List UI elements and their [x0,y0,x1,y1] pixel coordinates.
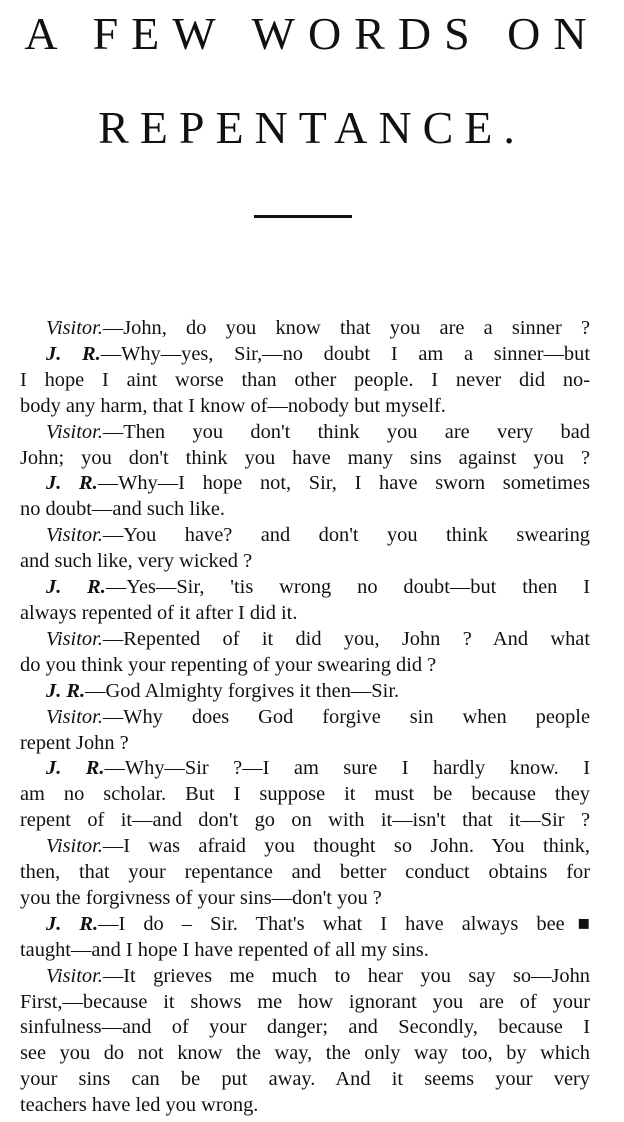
line-text: —Why—I hope not, Sir, I have sworn sometimes [97,472,590,495]
dialogue-line [20,964,590,990]
line-text: —Why—Sir ?—I am sure I hardly know. I [104,757,590,780]
line-text: —I do – Sir. That's what I have always bee■ [98,912,590,935]
dialogue-line [20,627,590,653]
dialogue-line [20,575,590,601]
dialogue-line: body any harm, that I know of—nobody but myself. [20,394,446,417]
dialogue-line: am no scholar. But I suppose it must be because they [20,783,590,806]
dialogue-line: I hope I aint worse than other people. I never did no- [20,368,590,391]
line-text: —God Almighty forgives it then—Sir. [85,679,400,702]
line-text: —Then you don't think you are very bad [102,420,590,443]
line-text: —It grieves me much to hear you say so—John [102,964,590,987]
dialogue-line [20,342,590,368]
dialogue-line [20,834,590,860]
line-text: —I was afraid you thought so John. You think, [102,835,590,858]
speaker-label: J. R. [46,912,99,935]
dialogue-line: always repented of it after I did it. [20,601,298,624]
dialogue-line: taught—and I hope I have repented of all my sins. [20,938,429,961]
line-text: —Why does God forgive sin when people [102,705,590,728]
dialogue-line: you the forgivness of your sins—don't you ? [20,886,382,909]
speaker-label: J. R. [46,472,98,495]
dialogue-line [20,756,590,782]
speaker-label: Visitor. [46,627,103,650]
line-text: —Repented of it did you, John ? And what [102,627,590,650]
speaker-label: Visitor. [46,524,103,547]
dialogue-line: First,—because it shows me how ignorant you are of your [20,990,590,1013]
speaker-label: Visitor. [46,705,103,728]
speaker-label: Visitor. [46,317,103,339]
speaker-label: J. R. [46,576,106,599]
line-text: —Why—yes, Sir,—no doubt I am a sinner—but [100,342,590,365]
dialogue-line: do you think your repenting of your swearing did ? [20,653,437,676]
dialogue-line: sinfulness—and of your danger; and Secondly, because I [20,1016,590,1039]
speaker-label: J. R. [46,757,105,780]
speaker-label: Visitor. [46,420,103,443]
dialogue-line [20,420,590,446]
dialogue-line: repent John ? [20,731,129,754]
speaker-label: J. R. [46,342,101,365]
dialogue-line: teachers have led you wrong. [20,1094,259,1117]
dialogue-line: your sins can be put away. And it seems your very [20,1068,590,1091]
dialogue-line [20,705,590,731]
dialogue-line [20,912,590,938]
dialogue-line: repent of it—and don't go on with it—isn't that it—Sir ? [20,809,590,832]
line-text: —John, do you know that you are a sinner ? [102,317,590,339]
dialogue-line [20,471,590,497]
title-line-2: REPENTANCE. [98,102,526,153]
dialogue-line: John; you don't think you have many sins against you ? [20,446,590,469]
dialogue-line: and such like, very wicked ? [20,550,253,573]
speaker-label: J. R. [46,679,86,702]
dialogue-line [20,679,590,705]
dialogue-text [20,316,590,1119]
line-text: —You have? and don't you think swearing [102,524,590,547]
dialogue-line: then, that your repentance and better conduct obtains for [20,861,590,884]
dialogue-line: no doubt—and such like. [20,498,226,521]
dialogue-line [20,316,590,342]
line-text: —Yes—Sir, 'tis wrong no doubt—but then I [105,576,590,599]
title-rule [254,215,352,218]
dialogue-line [20,523,590,549]
speaker-label: Visitor. [46,964,103,987]
speaker-label: Visitor. [46,835,103,858]
title-line-1: A FEW WORDS ON [24,8,600,59]
dialogue-line: see you do not know the way, the only way too, by which [20,1042,590,1065]
